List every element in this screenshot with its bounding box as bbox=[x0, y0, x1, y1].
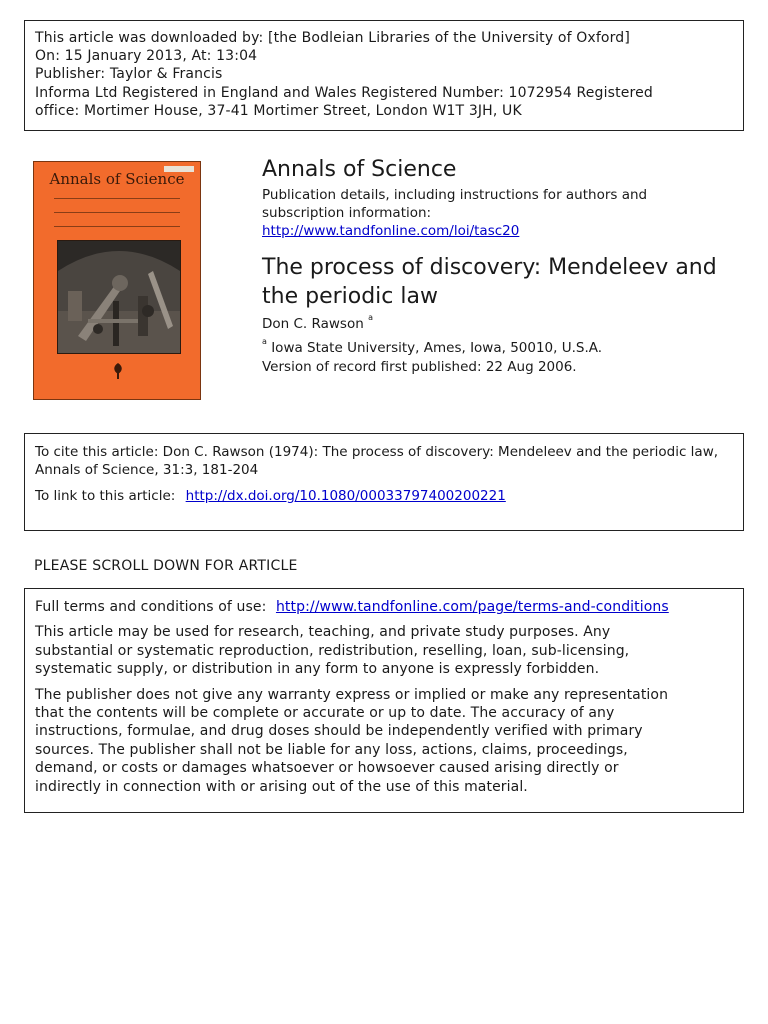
scroll-notice: PLEASE SCROLL DOWN FOR ARTICLE bbox=[34, 558, 298, 574]
citation-box bbox=[24, 433, 744, 531]
download-info-box bbox=[24, 20, 744, 131]
terms-label: Full terms and conditions of use: bbox=[35, 599, 267, 615]
cover-rule bbox=[54, 212, 180, 213]
terms-text: sources. The publisher shall not be liable for any loss, actions, claims, proceedings, bbox=[35, 741, 628, 758]
terms-text: that the contents will be complete or accurate or up to date. The accuracy of any bbox=[35, 705, 615, 722]
registration-line: Informa Ltd Registered in England and Wales Registered Number: 1072954 Registered bbox=[35, 84, 653, 101]
cover-rule bbox=[54, 226, 180, 227]
details-line: Publication details, including instructions for authors and bbox=[262, 187, 648, 203]
cite-line: To cite this article: Don C. Rawson (1974): The process of discovery: Mendeleev and the periodic law, bbox=[35, 444, 719, 460]
version-of-record: Version of record first published: 22 Aug 2006. bbox=[262, 359, 577, 375]
details-line: subscription information: bbox=[262, 204, 432, 221]
terms-text: systematic supply, or distribution in any form to anyone is expressly forbidden. bbox=[35, 661, 600, 678]
terms-text: The publisher does not give any warranty express or implied or make any representation bbox=[35, 686, 669, 703]
terms-text: instructions, formulae, and drug doses should be independently verified with primary bbox=[35, 723, 643, 740]
journal-cover-image bbox=[33, 161, 201, 400]
cover-title: Annals of Science bbox=[49, 170, 185, 188]
terms-box bbox=[24, 588, 744, 813]
affil-marker: a bbox=[262, 337, 267, 346]
author-name: Don C. Rawson bbox=[262, 316, 364, 332]
link-line bbox=[35, 487, 733, 505]
download-date: On: 15 January 2013, At: 13:04 bbox=[35, 48, 258, 65]
terms-text: substantial or systematic reproduction, redistribution, reselling, loan, sub-licensing, bbox=[35, 642, 630, 659]
journal-url-link[interactable]: http://www.tandfonline.com/loi/tasc20 bbox=[262, 223, 520, 239]
terms-paragraph bbox=[35, 623, 733, 678]
author-affil-marker: a bbox=[368, 313, 373, 322]
article-title-line: the periodic law bbox=[262, 284, 438, 309]
journal-title: Annals of Science bbox=[262, 157, 457, 182]
terms-line bbox=[35, 598, 733, 616]
article-title-line: The process of discovery: Mendeleev and bbox=[262, 255, 717, 280]
doi-link[interactable]: http://dx.doi.org/10.1080/00033797400200221 bbox=[185, 488, 506, 504]
link-label: To link to this article: bbox=[35, 488, 176, 504]
terms-text: This article may be used for research, teaching, and private study purposes. Any bbox=[35, 624, 611, 641]
terms-paragraph bbox=[35, 686, 733, 796]
terms-text: indirectly in connection with or arising out of the use of this material. bbox=[35, 778, 528, 795]
terms-text: demand, or costs or damages whatsoever or howsoever caused arising directly or bbox=[35, 760, 619, 777]
author bbox=[262, 313, 373, 332]
download-line: This article was downloaded by: [the Bodleian Libraries of the University of Oxford] bbox=[35, 30, 630, 46]
affiliation bbox=[262, 337, 603, 356]
terms-link[interactable]: http://www.tandfonline.com/page/terms-and-conditions bbox=[275, 599, 669, 615]
office-line: office: Mortimer House, 37-41 Mortimer Street, London W1T 3JH, UK bbox=[35, 102, 522, 119]
publisher: Publisher: Taylor & Francis bbox=[35, 66, 223, 83]
affiliation-text: Iowa State University, Ames, Iowa, 50010, U.S.A. bbox=[271, 340, 603, 356]
cite-line: Annals of Science, 31:3, 181-204 bbox=[35, 462, 259, 478]
article-title bbox=[262, 253, 752, 311]
cover-rule bbox=[54, 198, 180, 199]
publication-details bbox=[262, 187, 722, 222]
publisher-logo-icon bbox=[110, 362, 126, 380]
cover-photo bbox=[57, 240, 181, 354]
